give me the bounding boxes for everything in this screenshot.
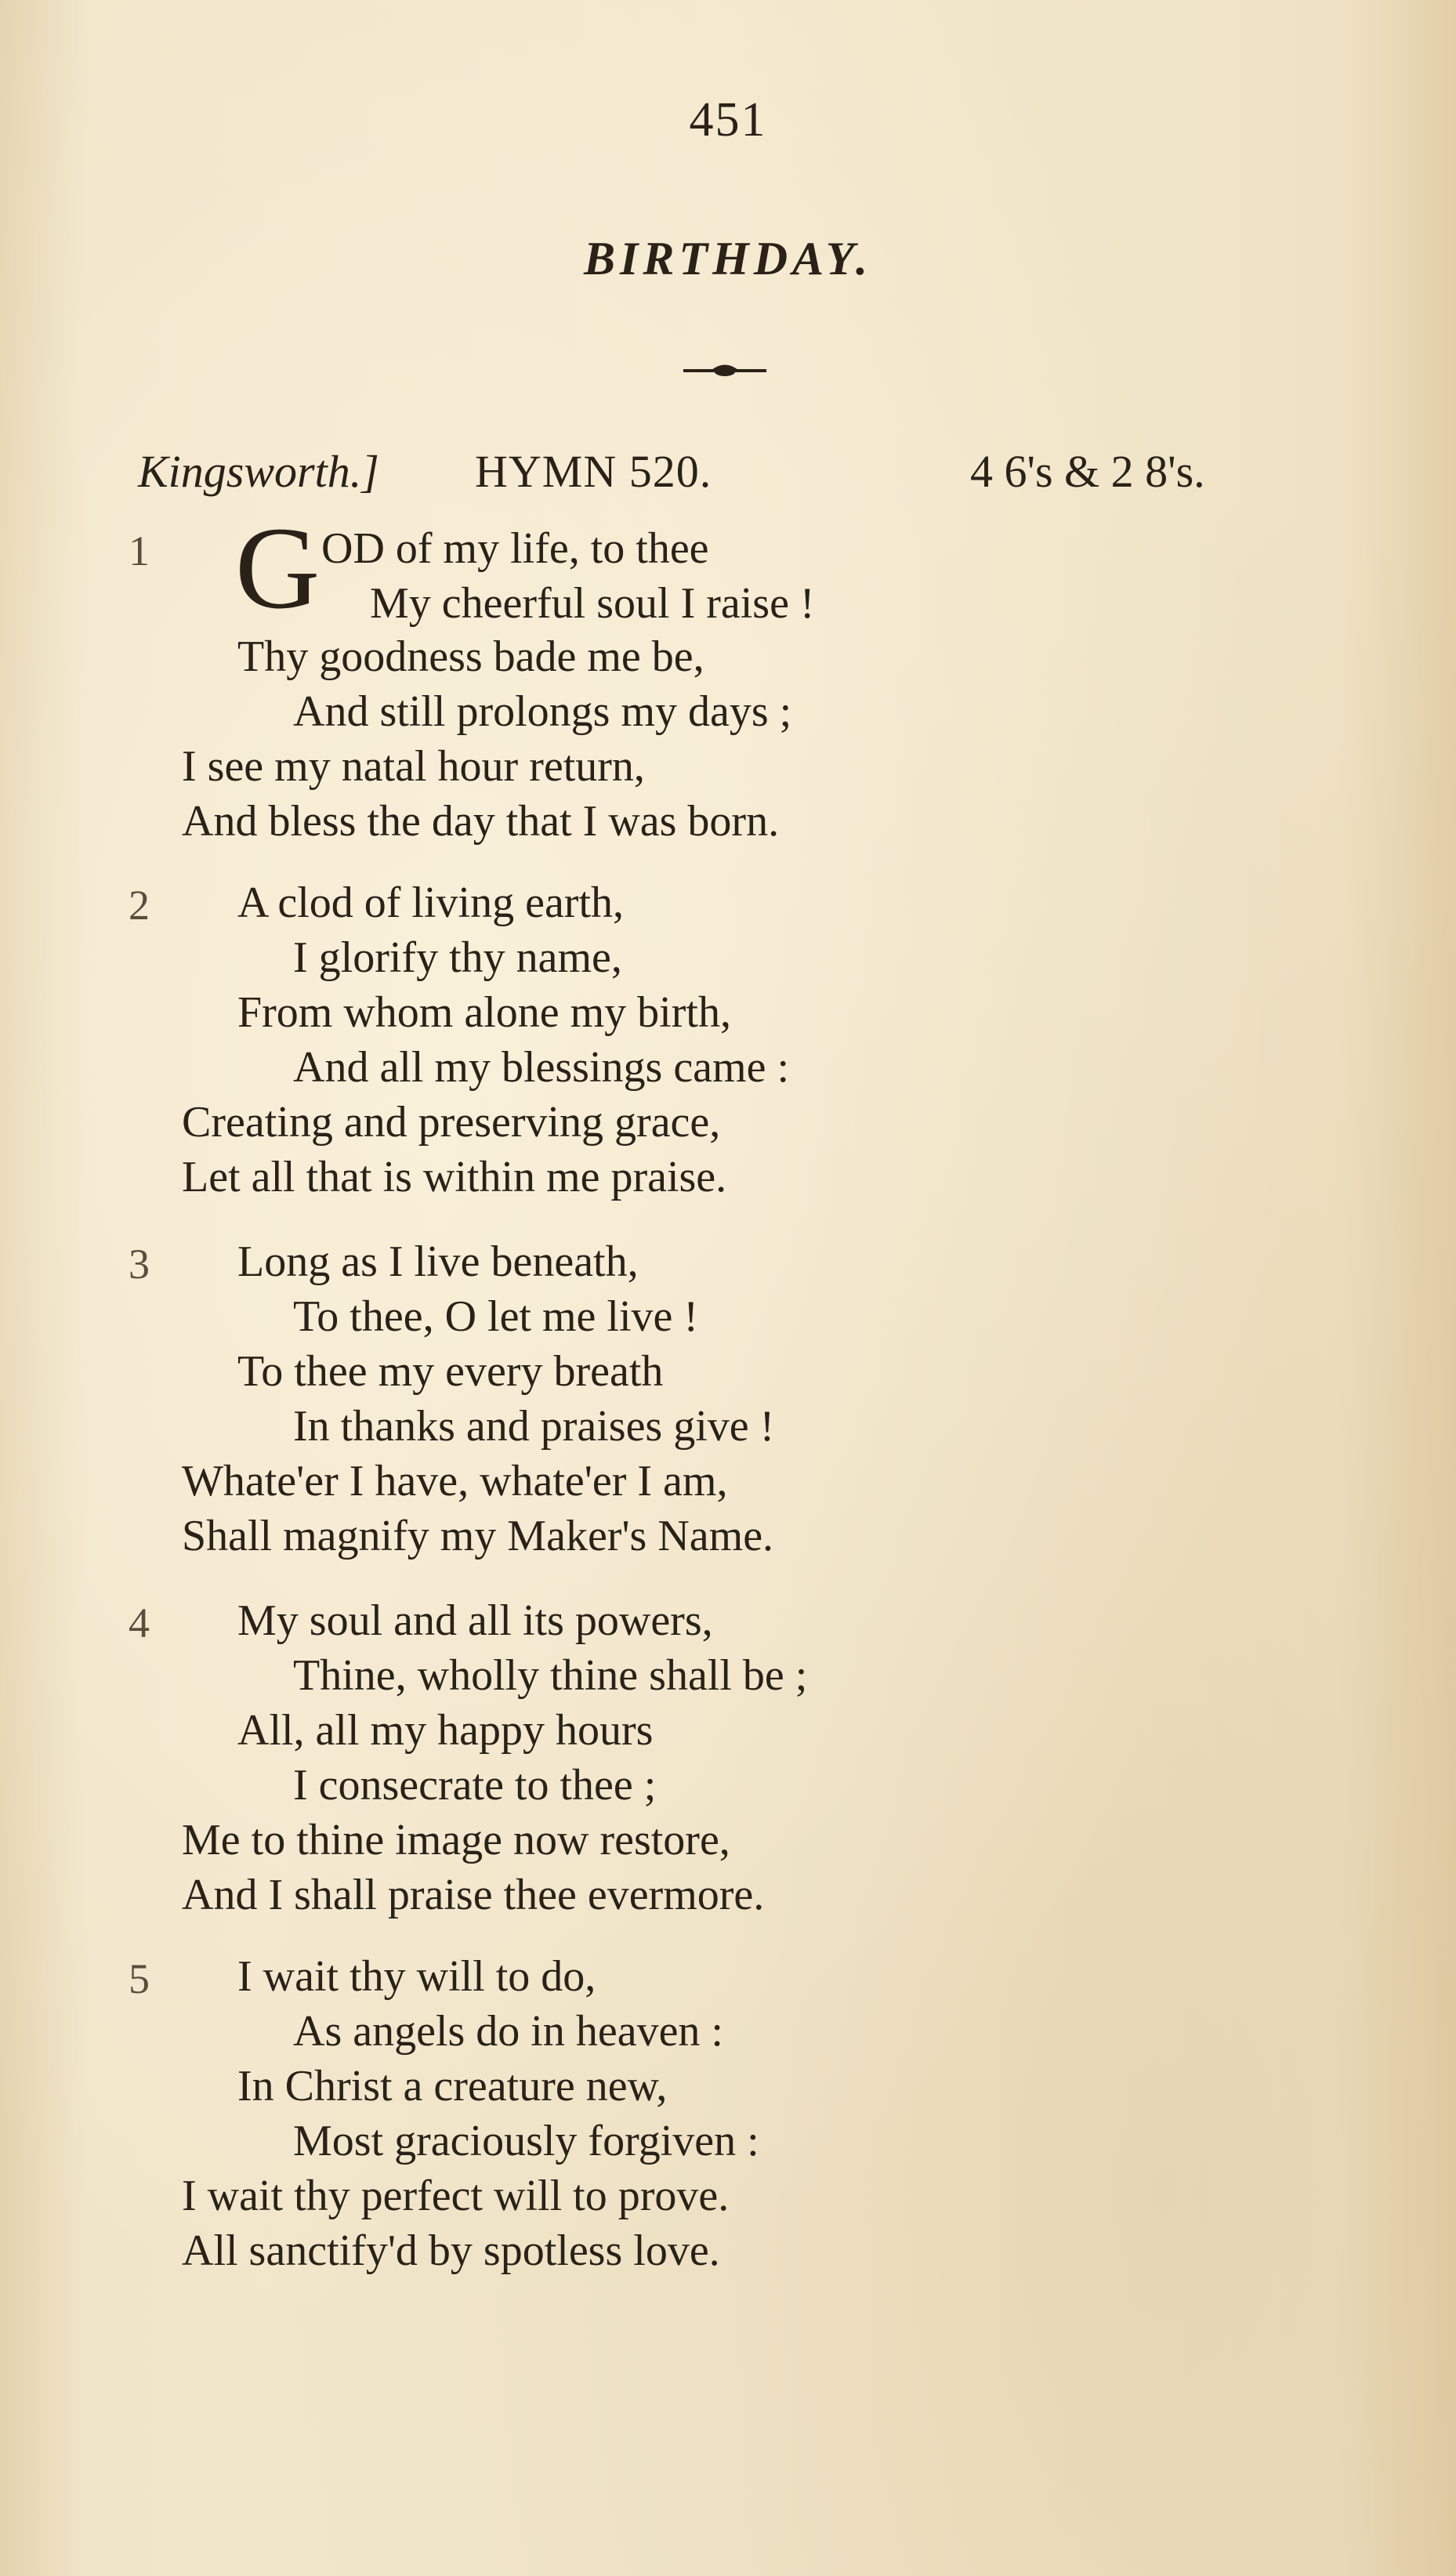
stanza-2 [0, 881, 1456, 1210]
stanza-number: 2 [129, 882, 150, 929]
stanza-number: 5 [129, 1955, 150, 2002]
ornament-divider-icon [682, 359, 768, 382]
verse-line: My cheerful soul I raise ! [370, 579, 815, 628]
verse-line: I see my natal hour return, [182, 742, 645, 791]
hymn-meter: 4 6's & 2 8's. [970, 446, 1205, 497]
verse-line: In Christ a creature new, [237, 2062, 668, 2110]
stanza-number: 4 [129, 1600, 150, 1647]
verse-line: And still prolongs my days ; [293, 687, 792, 736]
verse-line: A clod of living earth, [237, 879, 625, 927]
verse-line: And I shall praise thee evermore. [182, 1871, 765, 1919]
hymn-header [138, 445, 1423, 500]
stanza-number: 1 [129, 527, 150, 574]
verse-line: I consecrate to thee ; [293, 1761, 657, 1810]
verse-line: OD of my life, to thee [321, 524, 709, 573]
verse-line: And bless the day that I was born. [182, 797, 780, 846]
verse-line: Creating and preserving grace, [182, 1098, 721, 1147]
stanza-number: 3 [129, 1241, 150, 1288]
verse-line: To thee my every breath [237, 1347, 664, 1396]
verse-line: Thy goodness bade me be, [237, 632, 704, 681]
verse-line: I glorify thy name, [293, 933, 622, 982]
verse-line: I wait thy will to do, [237, 1952, 596, 2001]
verse-line: All, all my happy hours [237, 1706, 654, 1755]
page-number: 451 [689, 93, 767, 147]
verse-line: I wait thy perfect will to prove. [182, 2172, 730, 2220]
verse-line: All sanctify'd by spotless love. [182, 2226, 720, 2275]
drop-cap: G [235, 503, 321, 633]
stanza-4 [0, 1596, 1456, 1928]
stanza-3 [0, 1237, 1456, 1569]
verse-line: As angels do in heaven : [293, 2007, 723, 2056]
stanza-5 [0, 1952, 1456, 2284]
verse-line: My soul and all its powers, [237, 1596, 713, 1645]
stanza-1 [0, 503, 1456, 853]
verse-line: From whom alone my birth, [237, 988, 731, 1037]
verse-line: To thee, O let me live ! [293, 1292, 699, 1341]
verse-line: Shall magnify my Maker's Name. [182, 1512, 774, 1560]
verse-line: Thine, wholly thine shall be ; [293, 1651, 808, 1700]
verse-line: Let all that is within me praise. [182, 1153, 727, 1201]
verse-line: Most graciously forgiven : [293, 2117, 759, 2165]
verse-line: Long as I live beneath, [237, 1237, 639, 1286]
section-title: BIRTHDAY. [584, 233, 872, 284]
verse-line: Whate'er I have, whate'er I am, [182, 1457, 728, 1505]
verse-line: And all my blessings came : [293, 1043, 790, 1092]
hymn-number: HYMN 520. [475, 446, 712, 497]
tune-name: Kingsworth.] [138, 446, 379, 497]
verse-line: In thanks and praises give ! [293, 1402, 775, 1451]
verse-line: Me to thine image now restore, [182, 1816, 730, 1864]
